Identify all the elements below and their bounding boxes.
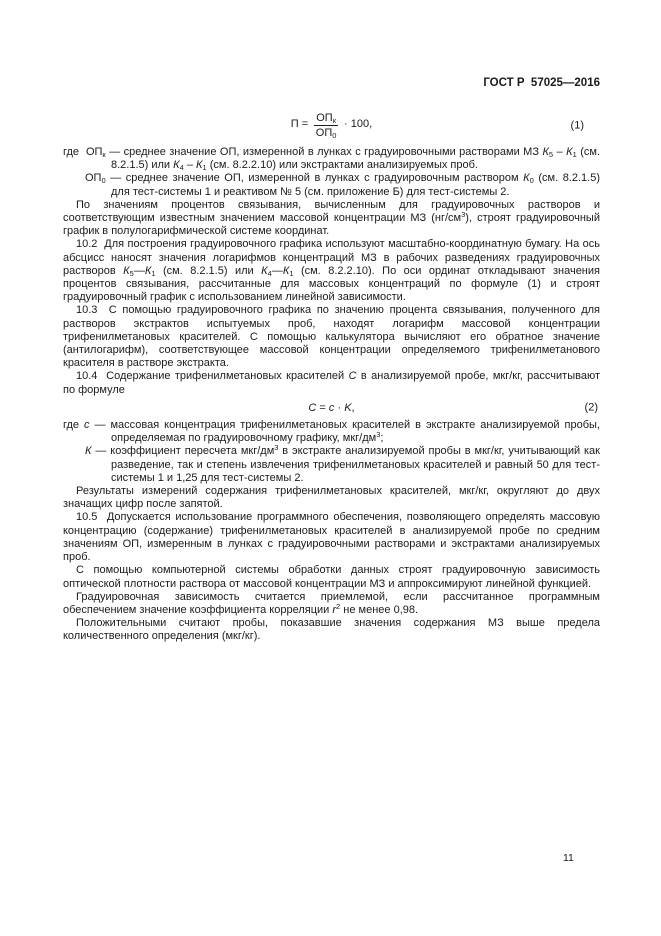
standard-number: ГОСТ Р 57025—2016 bbox=[483, 77, 600, 89]
page-header bbox=[63, 62, 600, 104]
formula-1-fraction bbox=[314, 112, 338, 139]
paragraph-positive-samples: Положительными считают пробы, показавшие значения содержания МЗ выше предела количественного определения (мкг/кг). bbox=[63, 617, 600, 643]
definition-k: К — коэффициент пересчета мкг/$дм^3$ в экстракте анализируемой пробы в мкг/кг, учитывающий как разведение, так и степень извлечения трифенилметановых красителей и равный 50 для тест-системы 1 и 1,25 для тест-системы 2. bbox=[85, 443, 600, 484]
paragraph-correlation: Градуировочная зависимость считается приемлемой, если рассчитанное программным обеспечением значение коэффициента корреляции $r^2$ не менее 0,98. bbox=[63, 590, 600, 616]
document-body bbox=[63, 146, 600, 644]
clause-10-2: 10.2 Для построения градуировочного графика используют масштабно-координатную бумагу. На ось абсцисс наносят значения логарифмов концентраций МЗ в рабочих разведениях градуировочных растворов $К_5—К_1$ (см. 8.2.1.5) или $К_4—К_1$ (см. 8.2.2.10). По оси ординат откладывают значения процентов связывания, рассчитанные для массовых концентраций по формуле (1) и строят градуировочный график с использованием линейной зависимости. bbox=[63, 238, 600, 304]
clause-10-5: 10.5 Допускается использование программного обеспечения, позволяющего определять массовую концентрацию (содержание) трифенилметановых красителей в анализируемой пробе по средним значениям ОП, измеренным в лунках с градуировочными растворами и экстрактами анализируемых проб. bbox=[63, 511, 600, 564]
formula-1-numerator: $ОП_к$ bbox=[316, 112, 336, 125]
formula-2-number: (2) bbox=[584, 401, 598, 414]
page-number: 11 bbox=[563, 852, 574, 864]
clause-10-3: 10.3 С помощью градуировочного графика по значению процента связывания, полученного для растворов экстрактов испытуемых проб, находят логарифм массовой концентрации трифенилметановых красителей. С помощью калькулятора вычисляют его обратное значение (антилогарифм), соответствующее массовой концентрации определяемого трифенилметанового красителя в растворе экстракта. bbox=[63, 304, 600, 370]
paragraph-binding-percents: По значениям процентов связывания, вычисленным для градуировочных растворов и соответствующим известным значением массовой концентрации МЗ $(нг/см^3)$, строят градуировочный график в полулогарифмической системе координат. bbox=[63, 198, 600, 238]
formula-1-denominator: $ОП_0$ bbox=[315, 127, 337, 140]
formula-1-tail: · 100, bbox=[341, 118, 373, 130]
definition-op0: $ОП_0$ — среднее значение ОП, измеренной в лунках с градуировочным раствором $К_0$ (см. 8.2.1.5) для тест-системы 1 и реактивом № 5 (см. приложение Б) для тест-системы 2. bbox=[85, 172, 600, 198]
formula-1 bbox=[63, 112, 600, 139]
paragraph-computer-system: С помощью компьютерной системы обработки данных строят градуировочную зависимость оптической плотности раствора от массовой концентрации МЗ и аппроксимируют линейной функцией. bbox=[63, 564, 600, 590]
clause-10-4: 10.4 Содержание трифенилметановых красителей С в анализируемой пробе, мкг/кг, рассчитывают по формуле bbox=[63, 370, 600, 396]
definition-c: где c — массовая концентрация трифенилметановых красителей в экстракте анализируемой пробы, определяемая по градуировочному графику, мкг/$дм^3$; bbox=[63, 419, 600, 445]
paragraph-results-rounding: Результаты измерений содержания трифенилметановых красителей, мкг/кг, округляют до двух значащих цифр после запятой. bbox=[63, 485, 600, 511]
formula-2-body: С = c · K, bbox=[308, 401, 355, 414]
formula-2 bbox=[63, 402, 600, 415]
definition-opk: где $ОП_к$ — среднее значение ОП, измеренной в лунках с градуировочными растворами МЗ $К_5 - К_1$ (см. 8.2.1.5) или $К_4 - К_1$ (см. 8.2.2.10) или экстрактами анализируемых проб. bbox=[63, 146, 600, 173]
formula-1-number: (1) bbox=[570, 118, 584, 131]
formula-1-lhs: П = bbox=[290, 118, 312, 130]
formula-1-body bbox=[290, 112, 373, 140]
